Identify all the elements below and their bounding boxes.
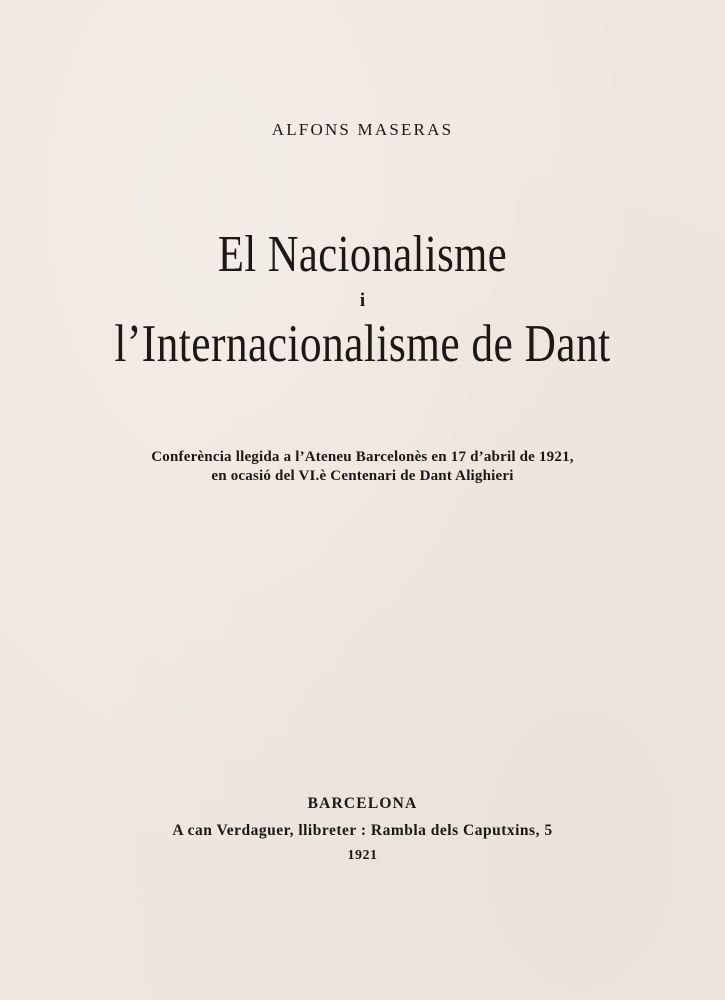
- title-conjunction: i: [359, 290, 366, 311]
- title-line-1: El Nacionalisme: [217, 226, 508, 283]
- imprint-year: 1921: [347, 848, 378, 863]
- subtitle-line-2: en ocasió del VI.è Centenari de Dant Alighieri: [211, 468, 514, 484]
- author-name: ALFONS MASERAS: [271, 120, 454, 139]
- title-line-2: l’Internacionalisme de Dant: [114, 315, 611, 373]
- subtitle-line-1: Conferència llegida a l’Ateneu Barcelonès en 17 d’abril de 1921,: [151, 449, 574, 465]
- imprint-publisher: A can Verdaguer, llibreter : Rambla dels Caputxins, 5: [172, 822, 553, 839]
- imprint-city: BARCELONA: [307, 795, 418, 812]
